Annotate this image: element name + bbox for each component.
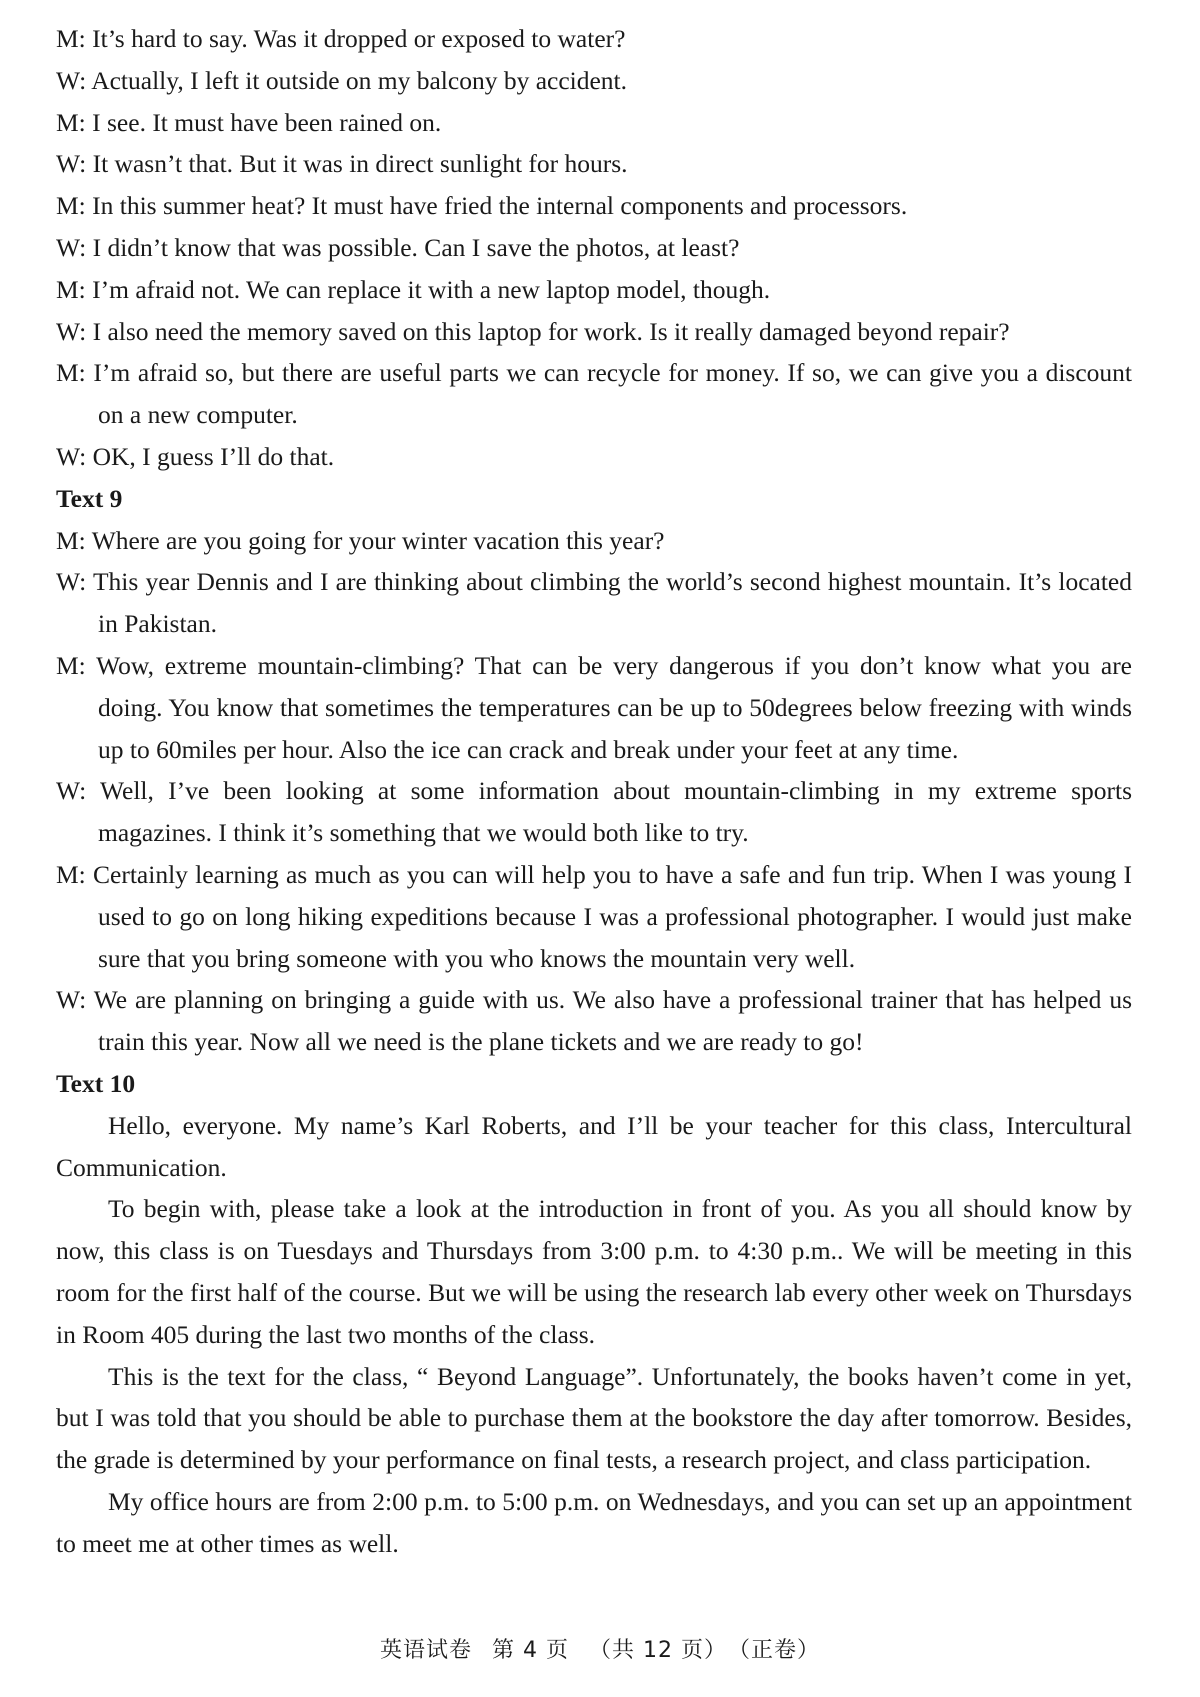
dialogue-turn bbox=[56, 645, 1132, 770]
footer-page-number: 第 4 页 bbox=[492, 1638, 569, 1663]
dialogue-turn bbox=[56, 520, 1132, 562]
section-heading: Text 10 bbox=[56, 1068, 136, 1098]
utterance: Certainly learning as much as you can will help you to have a safe and fun trip. When I was young I used to go on long hiking expeditions because I was a professional photographer. I would just make sure that you bring someone with you who knows the mountain very well. bbox=[93, 859, 1132, 973]
dialogue-turn bbox=[56, 854, 1132, 979]
dialogue-turn bbox=[56, 770, 1132, 854]
speaker: W: bbox=[56, 985, 87, 1015]
utterance: Where are you going for your winter vacation this year? bbox=[91, 525, 665, 555]
speaker: W: bbox=[56, 316, 87, 346]
dialogue-turn bbox=[56, 18, 1132, 60]
utterance: This year Dennis and I are thinking about climbing the world’s second highest mountain. It’s located in Pakistan. bbox=[92, 567, 1132, 639]
utterance: I didn’t know that was possible. Can I save the photos, at least? bbox=[92, 232, 740, 262]
utterance: I also need the memory saved on this laptop for work. Is it really damaged beyond repair? bbox=[92, 316, 1010, 346]
dialogue-turn bbox=[56, 352, 1132, 436]
monologue-paragraph: Hello, everyone. My name’s Karl Roberts, and I’ll be your teacher for this class, Intercultural Communication. bbox=[56, 1110, 1132, 1182]
dialogue-turn bbox=[56, 143, 1132, 185]
speaker: M: bbox=[56, 650, 86, 680]
speaker: M: bbox=[56, 191, 86, 221]
speaker: M: bbox=[56, 107, 86, 137]
monologue-paragraph: My office hours are from 2:00 p.m. to 5:00 p.m. on Wednesdays, and you can set up an appointment to meet me at other times as well. bbox=[56, 1486, 1132, 1558]
speaker: M: bbox=[56, 525, 86, 555]
page-footer bbox=[0, 1633, 1200, 1664]
dialogue-turn bbox=[56, 436, 1132, 478]
utterance: I’m afraid so, but there are useful parts we can recycle for money. If so, we can give you a discount on a new computer. bbox=[93, 358, 1132, 430]
text8-continued bbox=[56, 18, 1132, 478]
speaker: M: bbox=[56, 24, 86, 53]
dialogue-turn bbox=[56, 979, 1132, 1063]
dialogue-turn bbox=[56, 60, 1132, 102]
utterance: Wow, extreme mountain-climbing? That can be very dangerous if you don’t know what you are doing. You know that sometimes the temperatures can be up to 50degrees below freezing with winds up to 60miles per hour. Also the ice can crack and break under your feet at any time. bbox=[96, 650, 1133, 764]
utterance: I’m afraid not. We can replace it with a new laptop model, though. bbox=[92, 274, 771, 304]
utterance: We are planning on bringing a guide with us. We also have a professional trainer that has helped us train this year. Now all we need is the plane tickets and we are ready to go! bbox=[93, 985, 1132, 1057]
dialogue-turn bbox=[56, 561, 1132, 645]
footer-subject: 英语试卷 bbox=[380, 1638, 473, 1663]
speaker: W: bbox=[56, 232, 87, 262]
text9-section bbox=[56, 478, 1132, 1063]
monologue-paragraph: This is the text for the class, “ Beyond Language”. Unfortunately, the books haven’t come in yet, but I was told that you should be able to purchase them at the bookstore the day after tomorrow. Besides, the grade is determined by your performance on final tests, a research project, and class participation. bbox=[56, 1361, 1132, 1475]
speaker: W: bbox=[56, 65, 87, 95]
monologue-paragraph: To begin with, please take a look at the introduction in front of you. As you all should know by now, this class is on Tuesdays and Thursdays from 3:00 p.m. to 4:30 p.m.. We will be meeting in this room for the first half of the course. But we will be using the research lab every other week on Thursdays in Room 405 during the last two months of the class. bbox=[56, 1194, 1132, 1349]
dialogue-turn bbox=[56, 269, 1132, 311]
utterance: In this summer heat? It must have fried the internal components and processors. bbox=[92, 191, 908, 221]
speaker: M: bbox=[56, 358, 86, 388]
speaker: W: bbox=[56, 567, 87, 597]
utterance: I see. It must have been rained on. bbox=[92, 107, 442, 137]
utterance: It’s hard to say. Was it dropped or exposed to water? bbox=[92, 24, 626, 53]
dialogue-turn bbox=[56, 227, 1132, 269]
section-heading: Text 9 bbox=[56, 483, 123, 513]
footer-edition: （正卷） bbox=[738, 1638, 820, 1663]
speaker: M: bbox=[56, 274, 86, 304]
dialogue-turn bbox=[56, 185, 1132, 227]
dialogue-turn bbox=[56, 311, 1132, 353]
speaker: W: bbox=[56, 441, 87, 471]
footer-total-pages: （共 12 页） bbox=[589, 1638, 727, 1663]
speaker: W: bbox=[56, 776, 87, 806]
utterance: Well, I’ve been looking at some information about mountain-climbing in my extreme sports magazines. I think it’s something that we would both like to try. bbox=[98, 776, 1132, 848]
utterance: Actually, I left it outside on my balcony by accident. bbox=[91, 65, 628, 95]
utterance: It wasn’t that. But it was in direct sunlight for hours. bbox=[92, 149, 628, 179]
text10-section bbox=[56, 1063, 1132, 1565]
utterance: OK, I guess I’ll do that. bbox=[92, 441, 335, 471]
speaker: W: bbox=[56, 149, 87, 179]
speaker: M: bbox=[56, 859, 86, 889]
dialogue-turn bbox=[56, 102, 1132, 144]
